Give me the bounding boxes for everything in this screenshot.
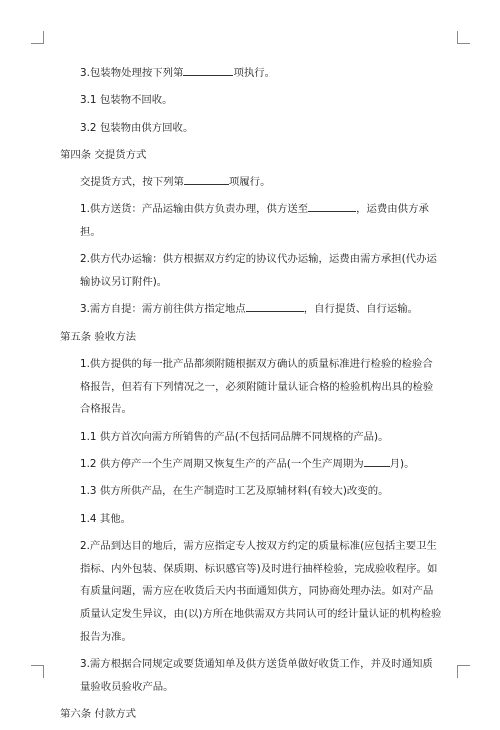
inspection-clause-1-1: 1.1 供方首次向需方所销售的产品(不包括同品牌不同规格的产品)。: [80, 430, 389, 443]
crop-mark-bottom-right: [457, 665, 470, 678]
document-body: [60, 62, 442, 730]
blank-field: [184, 174, 229, 185]
blank-field: [183, 65, 233, 76]
crop-mark-bottom-left: [31, 665, 44, 678]
inspection-clause-1-4: 1.4 其他。: [80, 512, 131, 525]
article-4-heading: 第四条 交提货方式: [60, 148, 147, 161]
delivery-option-2: 2.供方代办运输：供方根据双方约定的协议代办运输，运费由需方承担(代办运输协议另订附件)。: [80, 253, 437, 289]
delivery-method-intro: 交提货方式，按下列第 项履行。: [80, 176, 271, 189]
delivery-option-3: 3.需方自提：需方前往供方指定地点 ，自行提货、自行运输。: [80, 303, 419, 316]
article-6-heading: 第六条 付款方式: [60, 708, 137, 721]
inspection-clause-1-3: 1.3 供方所供产品，在生产制造时工艺及原辅材料(有较大)改变的。: [80, 485, 389, 498]
inspection-clause-1: 1.供方提供的每一批产品都须附随根据双方确认的质量标准进行检验的检验合格报告，但若有下列情况之一，必须附随计量认证合格的检验机构出具的检验合格报告。: [80, 358, 434, 416]
blank-field: [308, 201, 356, 212]
inspection-clause-1-2: 1.2 供方停产一个生产周期又恢复生产的产品(一个生产周期为 月)。: [80, 458, 415, 471]
blank-field: [364, 456, 390, 467]
inspection-clause-3: 3.需方根据合同规定或要货通知单及供方送货单做好收货工作，并及时通知质量验收员验收产品。: [80, 658, 433, 693]
clause-3-2: 3.2 包装物由供方回收。: [80, 121, 194, 134]
inspection-clause-2: 2.产品到达目的地后，需方应指定专人按双方约定的质量标准(应包括主要卫生指标、内外包装、保质期、标识感官等)及时进行抽样检验，完成验收程序。如有质量问题，需方应在收货后天内书面通知供方，同协商处理办法。如对产品质量认定发生异议，由(以)方所在地供需双方共同认可的经计量认证的机构检验报告为准。: [80, 539, 442, 643]
crop-mark-top-left: [31, 31, 44, 44]
delivery-option-1: 1.供方送货：产品运输由供方负责办理，供方送至 ，运费由供方承担。: [80, 203, 429, 239]
article-5-heading: 第五条 验收方法: [60, 330, 137, 343]
crop-mark-top-right: [457, 31, 470, 44]
clause-3-packaging: 3.包装物处理按下列第 项执行。: [80, 67, 275, 79]
clause-3-1: 3.1 包装物不回收。: [80, 94, 173, 107]
blank-field: [246, 301, 304, 312]
